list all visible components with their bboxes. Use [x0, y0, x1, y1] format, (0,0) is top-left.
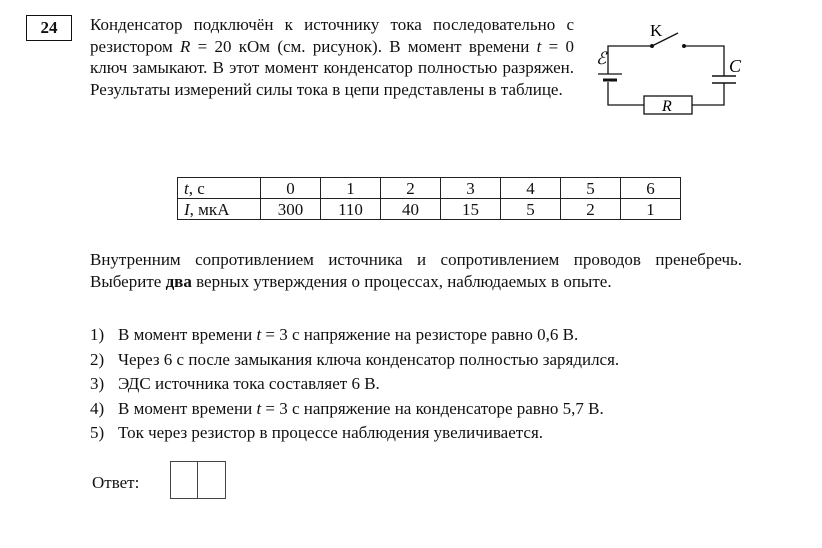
circuit-diagram-icon: [596, 14, 756, 124]
current-unit: , мкА: [189, 199, 230, 219]
task-number: 24: [26, 15, 72, 41]
option-number: 4): [90, 398, 105, 418]
capacitor-label: C: [729, 56, 742, 76]
option-text: ЭДС источника тока составляет 6 В.: [118, 374, 380, 393]
table-row-time: [178, 178, 681, 199]
intro-text-3: ключ замыкают. В этот момент конденсатор полностью разряжен. Результаты измерений силы тока в цепи представлены в таблице.: [90, 58, 574, 99]
emf-label: ℰ: [596, 49, 607, 68]
option-2: [90, 348, 619, 373]
option-text: Через 6 с после замыкания ключа конденсатор полностью зарядился.: [118, 349, 620, 369]
option-number: 1): [90, 325, 105, 344]
switch-label: K: [650, 21, 663, 40]
table-cell: 1: [321, 178, 381, 199]
option-text: Ток через резистор в процессе наблюдения увеличивается.: [118, 423, 544, 442]
time-symbol: t: [536, 36, 542, 56]
answer-cell-1[interactable]: [170, 461, 198, 499]
instructions-text-2: верных утверждения о процессах, наблюдаемых в опыте.: [191, 271, 612, 291]
table-cell: 40: [381, 199, 441, 220]
option-text: = 3 с напряжение на конденсаторе равно 5,7 В.: [261, 398, 604, 418]
table-cell: 5: [501, 199, 561, 220]
table-cell: 110: [321, 199, 381, 220]
option-number: 3): [90, 374, 105, 393]
option-5: [90, 421, 619, 446]
resistance-symbol: R: [180, 36, 191, 56]
intro-text-1: Конденсатор подключён к источнику тока последовательно с резистором: [90, 15, 574, 56]
table-cell: 1: [621, 199, 681, 220]
answer-box: [170, 461, 226, 499]
option-text: = 3 с напряжение на резисторе равно 0,6 В.: [261, 325, 579, 344]
option-number: 2): [90, 349, 105, 369]
option-text: В момент времени: [118, 325, 257, 344]
time-symbol: t: [256, 325, 262, 344]
option-1: [90, 323, 619, 348]
resistor-label: R: [662, 98, 672, 115]
resistance-value: = 20: [190, 36, 239, 56]
option-4: [90, 397, 619, 422]
time-value: = 0: [541, 36, 575, 56]
option-number: 5): [90, 423, 105, 442]
table-cell: 2: [381, 178, 441, 199]
table-row-current: [178, 199, 681, 220]
answer-cell-2[interactable]: [198, 461, 226, 499]
task-intro: [90, 14, 574, 100]
row-header-time: [178, 178, 261, 199]
options-list: [90, 323, 619, 446]
row-header-current: [178, 199, 261, 220]
table-cell: 15: [441, 199, 501, 220]
instructions-emphasis: два: [165, 271, 192, 291]
instructions: [90, 249, 742, 292]
time-unit: , с: [188, 178, 205, 198]
current-symbol: I: [184, 199, 190, 219]
instructions-text-1: Внутренним сопротивлением источника и сопротивлением проводов пренебречь. Выберите: [90, 250, 742, 291]
time-symbol: t: [184, 178, 189, 198]
option-3: [90, 372, 619, 397]
intro-text-2: кОм (см. рисунок). В момент времени: [238, 36, 537, 56]
option-text: В момент времени: [118, 398, 257, 418]
table-cell: 4: [501, 178, 561, 199]
time-symbol: t: [256, 398, 262, 418]
table-cell: 6: [621, 178, 681, 199]
measurement-table: [177, 177, 681, 220]
table-cell: 5: [561, 178, 621, 199]
table-cell: 0: [261, 178, 321, 199]
table-cell: 300: [261, 199, 321, 220]
table-cell: 2: [561, 199, 621, 220]
table-cell: 3: [441, 178, 501, 199]
answer-label: Ответ:: [92, 473, 140, 492]
